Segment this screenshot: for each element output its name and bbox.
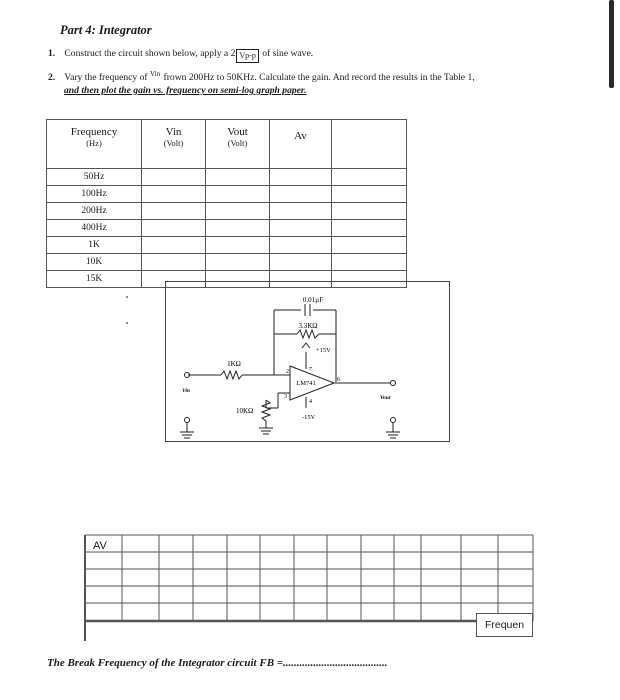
pin-3-label: 3 [284, 394, 287, 400]
header-vin: Vin (Volt) [142, 120, 206, 169]
break-frequency-prompt: The Break Frequency of the Integrator circuit FB =...................................... [47, 657, 388, 669]
header-vout: Vout (Volt) [206, 120, 270, 169]
ground-resistor-label: 10KΩ [236, 407, 254, 415]
capacitor-label: 0.01µF [302, 296, 324, 304]
vout-label: Vout [380, 395, 391, 401]
instruction-text-end: of sine wave. [262, 48, 314, 59]
item-number: 2. [48, 72, 56, 83]
freq-cell: 1K [47, 237, 142, 254]
freq-cell: 200Hz [47, 203, 142, 220]
item-number: 1. [48, 48, 56, 59]
header-av: Av [270, 120, 332, 169]
instruction-text: Vary the frequency of [64, 72, 151, 83]
feedback-resistor-label: 3.3KΩ [298, 322, 318, 330]
graph-x-axis-label: Frequen [476, 613, 533, 637]
vin-label: Vin [182, 388, 190, 394]
pin-6-label: 6 [337, 377, 340, 383]
pin-7-label: 7 [309, 367, 312, 373]
instruction-text-end: frown 200Hz to 50KHz. Calculate the gain. And record the results in the Table 1, [163, 72, 475, 83]
freq-cell: 15K [47, 271, 142, 288]
input-resistor-label: 1KΩ [227, 360, 241, 368]
vpp-box: Vp-p [236, 49, 258, 63]
freq-cell: 400Hz [47, 220, 142, 237]
instruction-text: Construct the circuit shown below, apply a 2 [64, 48, 236, 59]
freq-cell: 100Hz [47, 186, 142, 203]
freq-cell: 50Hz [47, 169, 142, 186]
pin-2-label: 2 [286, 369, 289, 375]
graph-y-axis-label: AV [93, 540, 107, 552]
opamp-label: LM741 [296, 380, 316, 387]
underlined-instruction: and then plot the gain vs. frequency on semi-log graph paper. [64, 85, 307, 96]
header-frequency: Frequency (Hz) [47, 120, 142, 169]
freq-cell: 10K [47, 254, 142, 271]
vin-symbol: Vin [150, 70, 161, 78]
pin-4-label: 4 [309, 399, 312, 405]
positive-supply-label: +15V [316, 347, 331, 354]
section-title: Part 4: Integrator [60, 23, 152, 37]
graph-grid-lines [85, 535, 533, 641]
negative-supply-label: -15V [302, 414, 316, 421]
